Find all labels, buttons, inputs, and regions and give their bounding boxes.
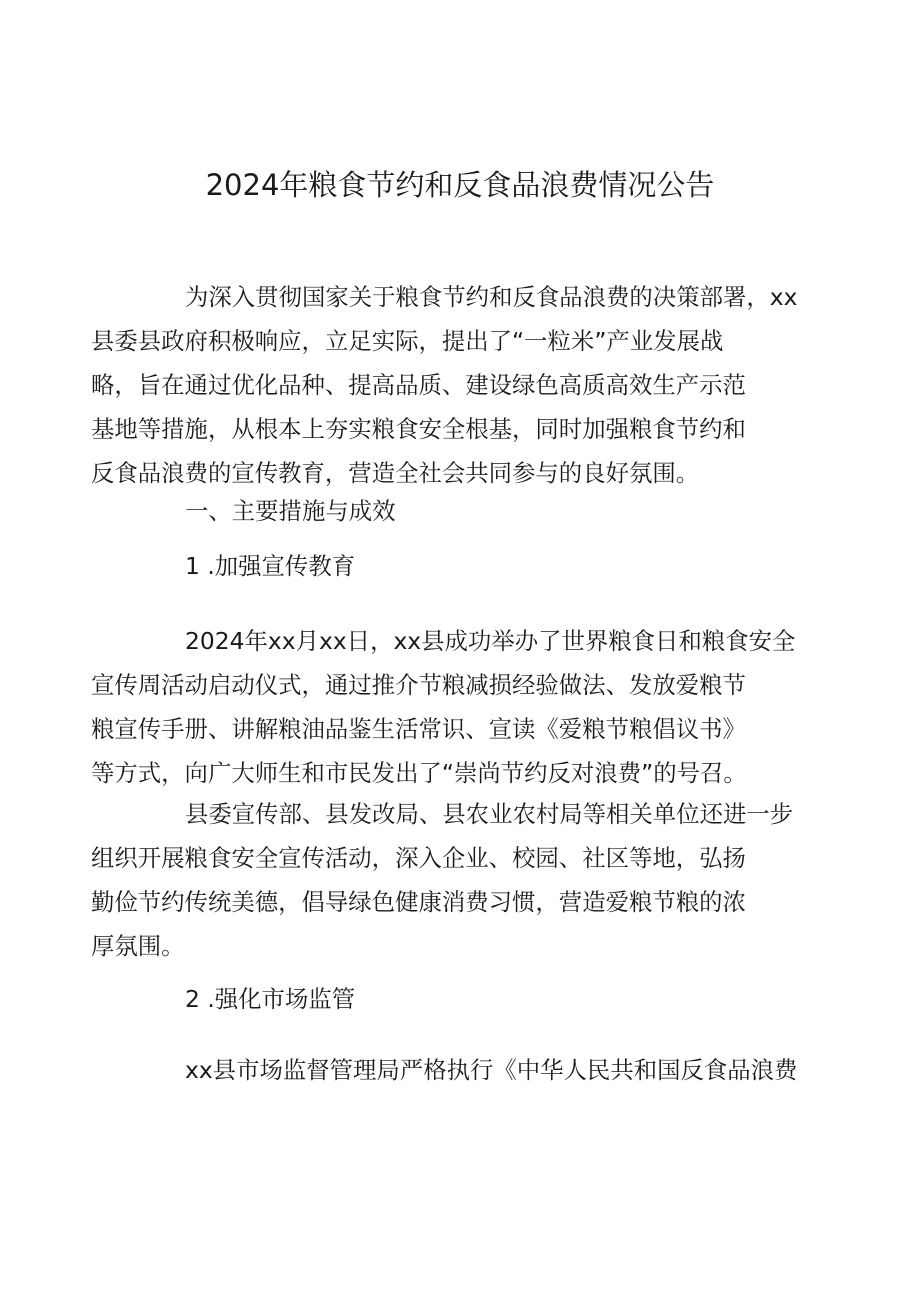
- paragraph-line: 略，旨在通过优化品种、提高品质、建设绿色高质高效生产示范: [91, 371, 746, 399]
- paragraph: [91, 619, 796, 795]
- intro-paragraph: [91, 275, 798, 495]
- paragraph-line: 2024年xx月xx日，xx县成功举办了世界粮食日和粮食安全: [185, 627, 796, 655]
- paragraph-line: 基地等措施，从根本上夯实粮食安全根基，同时加强粮食节约和: [91, 415, 746, 443]
- paragraph-line: 等方式，向广大师生和市民发出了“崇尚节约反对浪费”的号召。: [91, 759, 747, 787]
- paragraph-line: 组织开展粮食安全宣传活动，深入企业、校园、社区等地，弘扬: [91, 844, 746, 872]
- section-heading: 一、主要措施与成效: [185, 497, 396, 525]
- paragraph-line: 县委宣传部、县发改局、县农业农村局等相关单位还进一步: [185, 800, 794, 828]
- paragraph-line: 粮宣传手册、讲解粮油品鉴生活常识、宣读《爱粮节粮倡议书》: [91, 715, 746, 743]
- paragraph-line: 宣传周活动启动仪式，通过推介节粮减损经验做法、发放爱粮节: [91, 671, 746, 699]
- subsection-heading: 2 .强化市场监管: [185, 985, 356, 1013]
- paragraph: [91, 792, 794, 968]
- paragraph-line: xx县市场监督管理局严格执行《中华人民共和国反食品浪费: [185, 1056, 798, 1084]
- paragraph-line: 厚氛围。: [91, 932, 185, 960]
- paragraph-line: 反食品浪费的宣传教育，营造全社会共同参与的良好氛围。: [91, 459, 700, 487]
- paragraph-line: 为深入贯彻国家关于粮食节约和反食品浪费的决策部署，xx: [185, 283, 798, 311]
- document-title: 2024年粮食节约和反食品浪费情况公告: [205, 168, 715, 202]
- paragraph: [138, 1048, 798, 1092]
- paragraph-line: 县委县政府积极响应，立足实际，提出了“一粒米”产业发展战: [91, 327, 724, 355]
- paragraph-line: 勤俭节约传统美德，倡导绿色健康消费习惯，营造爱粮节粮的浓: [91, 888, 746, 916]
- subsection-heading: 1 .加强宣传教育: [185, 552, 356, 580]
